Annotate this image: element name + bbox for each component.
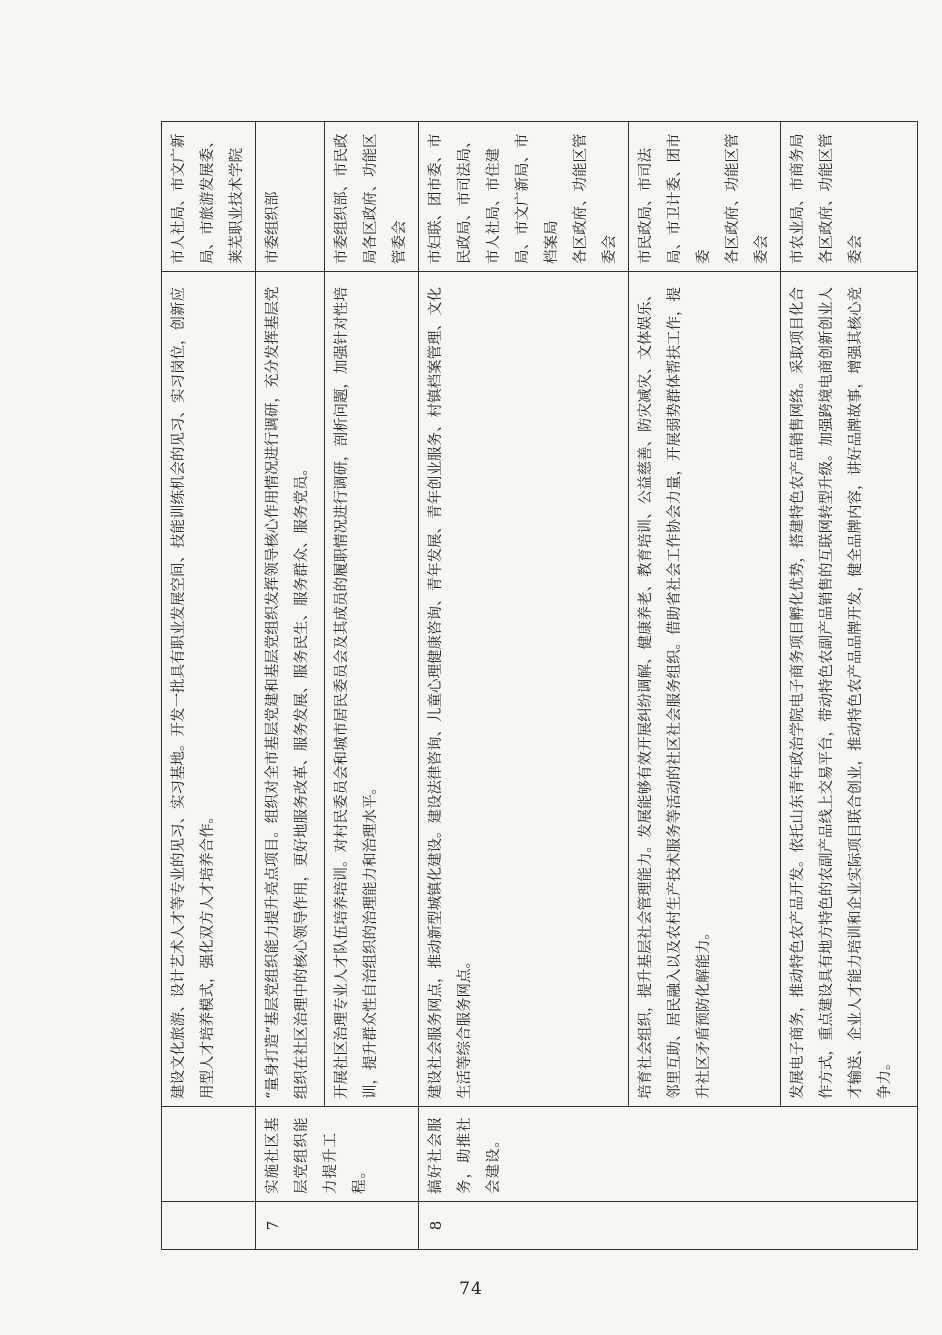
department-cell	[162, 122, 256, 272]
department-cell	[256, 122, 325, 272]
table-row	[629, 122, 781, 1250]
measure-text: 发展电子商务，推动特色农产品开发。依托山东青年政治学院电子商务项目孵化优势，搭建特色农产品销售网络。采取项目化合作方式，重点建设具有地方特色的农副产品线上交易平台，带动特色农副产品销售的互联网转型升级。加强跨境电商创新创业人才输送、企业人才能力培训和企业实际项目联合创业，推动特色农产品品牌开发，健全品牌内容，讲好品牌故事，增强其核心竞争力。	[790, 287, 893, 1099]
department-cell	[325, 122, 419, 272]
department-cell	[419, 122, 629, 272]
task-name	[162, 1107, 256, 1202]
department-text: 各区政府、功能区管委会	[573, 133, 618, 264]
task-name: 搞好社会服务，助推社会建设。	[419, 1107, 918, 1202]
measure-cell	[325, 272, 419, 1107]
measure-cell	[419, 272, 629, 1107]
department-text: 市委组织部、市民政局各区政府、功能区管委会	[334, 133, 408, 264]
table-row	[781, 122, 918, 1250]
table-row	[256, 122, 325, 1250]
department-text: 市委组织部	[265, 191, 281, 264]
measure-text: 建设社会服务网点，推动新型城镇化建设。建设法律咨询、儿童心理健康咨询、青年发展、青年创业服务、村镇档案管理、文化生活等综合服务网点。	[428, 287, 473, 1099]
department-text: 市农业局、市商务局	[790, 133, 806, 264]
row-number	[162, 1202, 256, 1250]
table-row	[325, 122, 419, 1250]
row-number: 8	[419, 1202, 918, 1250]
row-number: 7	[256, 1202, 419, 1250]
measure-text: “量身打造”基层党组织能力提升亮点项目。组织对全市基层党建和基层党组织发挥领导核心作用情况进行调研，充分发挥基层党组织在社区治理中的核心领导作用，更好地服务改革、服务发展、服务民生、服务群众、服务党员。	[265, 286, 310, 1099]
table-row	[162, 122, 256, 1250]
department-text: 市民政局、市司法局、市卫计委、团市委	[638, 133, 712, 264]
measure-text: 培育社会组织，提升基层社会管理能力。发展能够有效开展纠纷调解、健康养老、教育培训、公益慈善、防灾减灾、文体娱乐、邻里互助、居民融入以及农村生产技术服务等活动的社区社会服务组织。借助省社会工作协会力量，开展弱势群体帮扶工作，提升社区矛盾预防化解能力。	[638, 287, 712, 1099]
measure-cell	[629, 272, 781, 1107]
measure-text: 开展社区治理专业人才队伍培养培训。对村民委员会和城市居民委员会及其成员的履职情况进行调研，剖析问题，加强针对性培训，提升群众性自治组织的治理能力和治理水平。	[334, 287, 379, 1099]
department-cell	[781, 122, 918, 272]
department-text: 市人社局、市文广新局、市旅游发展委、莱芜职业技术学院	[171, 133, 245, 264]
task-table	[161, 121, 918, 1250]
table-row	[419, 122, 629, 1250]
task-name: 实施社区基层党组织能力提升工程。	[256, 1107, 419, 1202]
measure-cell	[781, 272, 918, 1107]
department-text: 各区政府、功能区管委会	[819, 133, 864, 264]
rotated-page-content	[161, 122, 893, 1250]
measure-cell	[256, 272, 325, 1107]
department-cell	[629, 122, 781, 272]
measure-text: 建设文化旅游、设计艺术人才等专业的见习、实习基地。开发一批具有职业发展空间、技能训练机会的见习、实习岗位，创新应用型人才培养模式，强化双方人才培养合作。	[171, 287, 216, 1099]
measure-cell	[162, 272, 256, 1107]
page-number: 74	[459, 1279, 483, 1299]
department-text: 市妇联、团市委、市民政局、市司法局、市人社局、市住建局、市文广新局、市档案局	[428, 133, 560, 264]
department-text: 各区政府、功能区管委会	[725, 133, 770, 264]
